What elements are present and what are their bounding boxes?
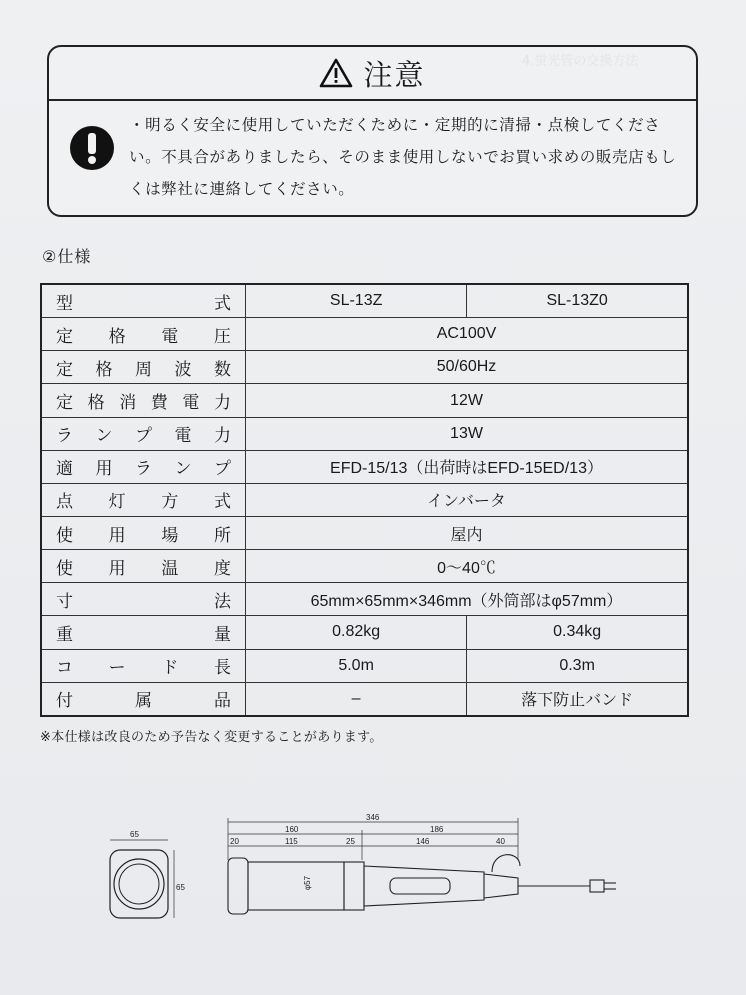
total-length-label: 346 [366,813,380,822]
table-row [41,351,688,384]
end-height-label: 65 [176,883,185,892]
row-label: 寸法 [41,583,246,616]
table-row [41,318,688,351]
spec-table [40,283,689,717]
row-value-a: – [246,682,467,716]
table-row [41,517,688,550]
diameter-label: φ57 [303,875,312,890]
row-value-b: 落下防止バンド [467,682,688,716]
row-label: コード長 [41,649,246,682]
dimension-lines [228,818,518,860]
span-160-label: 160 [285,825,299,834]
row-label: 定格周波数 [41,351,246,384]
row-value-b: 0.3m [467,649,688,682]
warning-triangle-icon [319,58,353,88]
row-value-a: 5.0m [246,649,467,682]
row-value: 屋内 [246,517,689,550]
row-label: 使用場所 [41,517,246,550]
seg-115-label: 115 [285,837,298,846]
row-label: 適用ランプ [41,450,246,483]
spec-note: ※本仕様は改良のため予告なく変更することがあります。 [40,730,383,745]
row-label: ランプ電力 [41,417,246,450]
dimension-drawing [100,810,640,930]
row-value: 65mm×65mm×346mm（外筒部はφ57mm） [246,583,689,616]
row-value-a: 0.82kg [246,616,467,649]
row-label: 型式 [41,284,246,318]
row-label: 定格電圧 [41,318,246,351]
row-value: 12W [246,384,689,417]
row-value: 13W [246,417,689,450]
seg-40-label: 40 [496,837,505,846]
end-view [110,830,185,918]
table-row [41,682,688,716]
row-label: 使用温度 [41,550,246,583]
row-value: AC100V [246,318,689,351]
row-value-b: 0.34kg [467,616,688,649]
caution-box [47,45,698,217]
row-value: 50/60Hz [246,351,689,384]
side-view [228,855,616,914]
table-row [41,384,688,417]
caution-text: ・明るく安全に使用していただくために・定期的に清掃・点検してください。不具合がありましたら、そのまま使用しないでお買い求めの販売店もしくは弊社に連絡してください。 [129,116,677,198]
end-width-label: 65 [130,830,139,839]
exclamation-icon [69,125,115,171]
seg-146-label: 146 [416,837,430,846]
row-value-b: SL-13Z0 [467,284,688,318]
row-value-a: SL-13Z [246,284,467,318]
table-row [41,616,688,649]
table-row [41,550,688,583]
row-label: 点灯方式 [41,483,246,516]
seg-25-label: 25 [346,837,355,846]
row-value: 0～40℃ [246,550,689,583]
table-row [41,284,688,318]
caution-header [49,47,696,101]
row-label: 付属品 [41,682,246,716]
seg-20-label: 20 [230,837,239,846]
row-label: 重量 [41,616,246,649]
row-value: EFD-15/13（出荷時はEFD-15ED/13） [246,450,689,483]
span-186-label: 186 [430,825,444,834]
table-row [41,417,688,450]
table-row [41,583,688,616]
caution-title: 注意 [363,57,426,92]
table-row [41,483,688,516]
row-value: インバータ [246,483,689,516]
section-title: ②仕様 [42,247,92,266]
table-row [41,450,688,483]
table-row [41,649,688,682]
row-label: 定格消費電力 [41,384,246,417]
